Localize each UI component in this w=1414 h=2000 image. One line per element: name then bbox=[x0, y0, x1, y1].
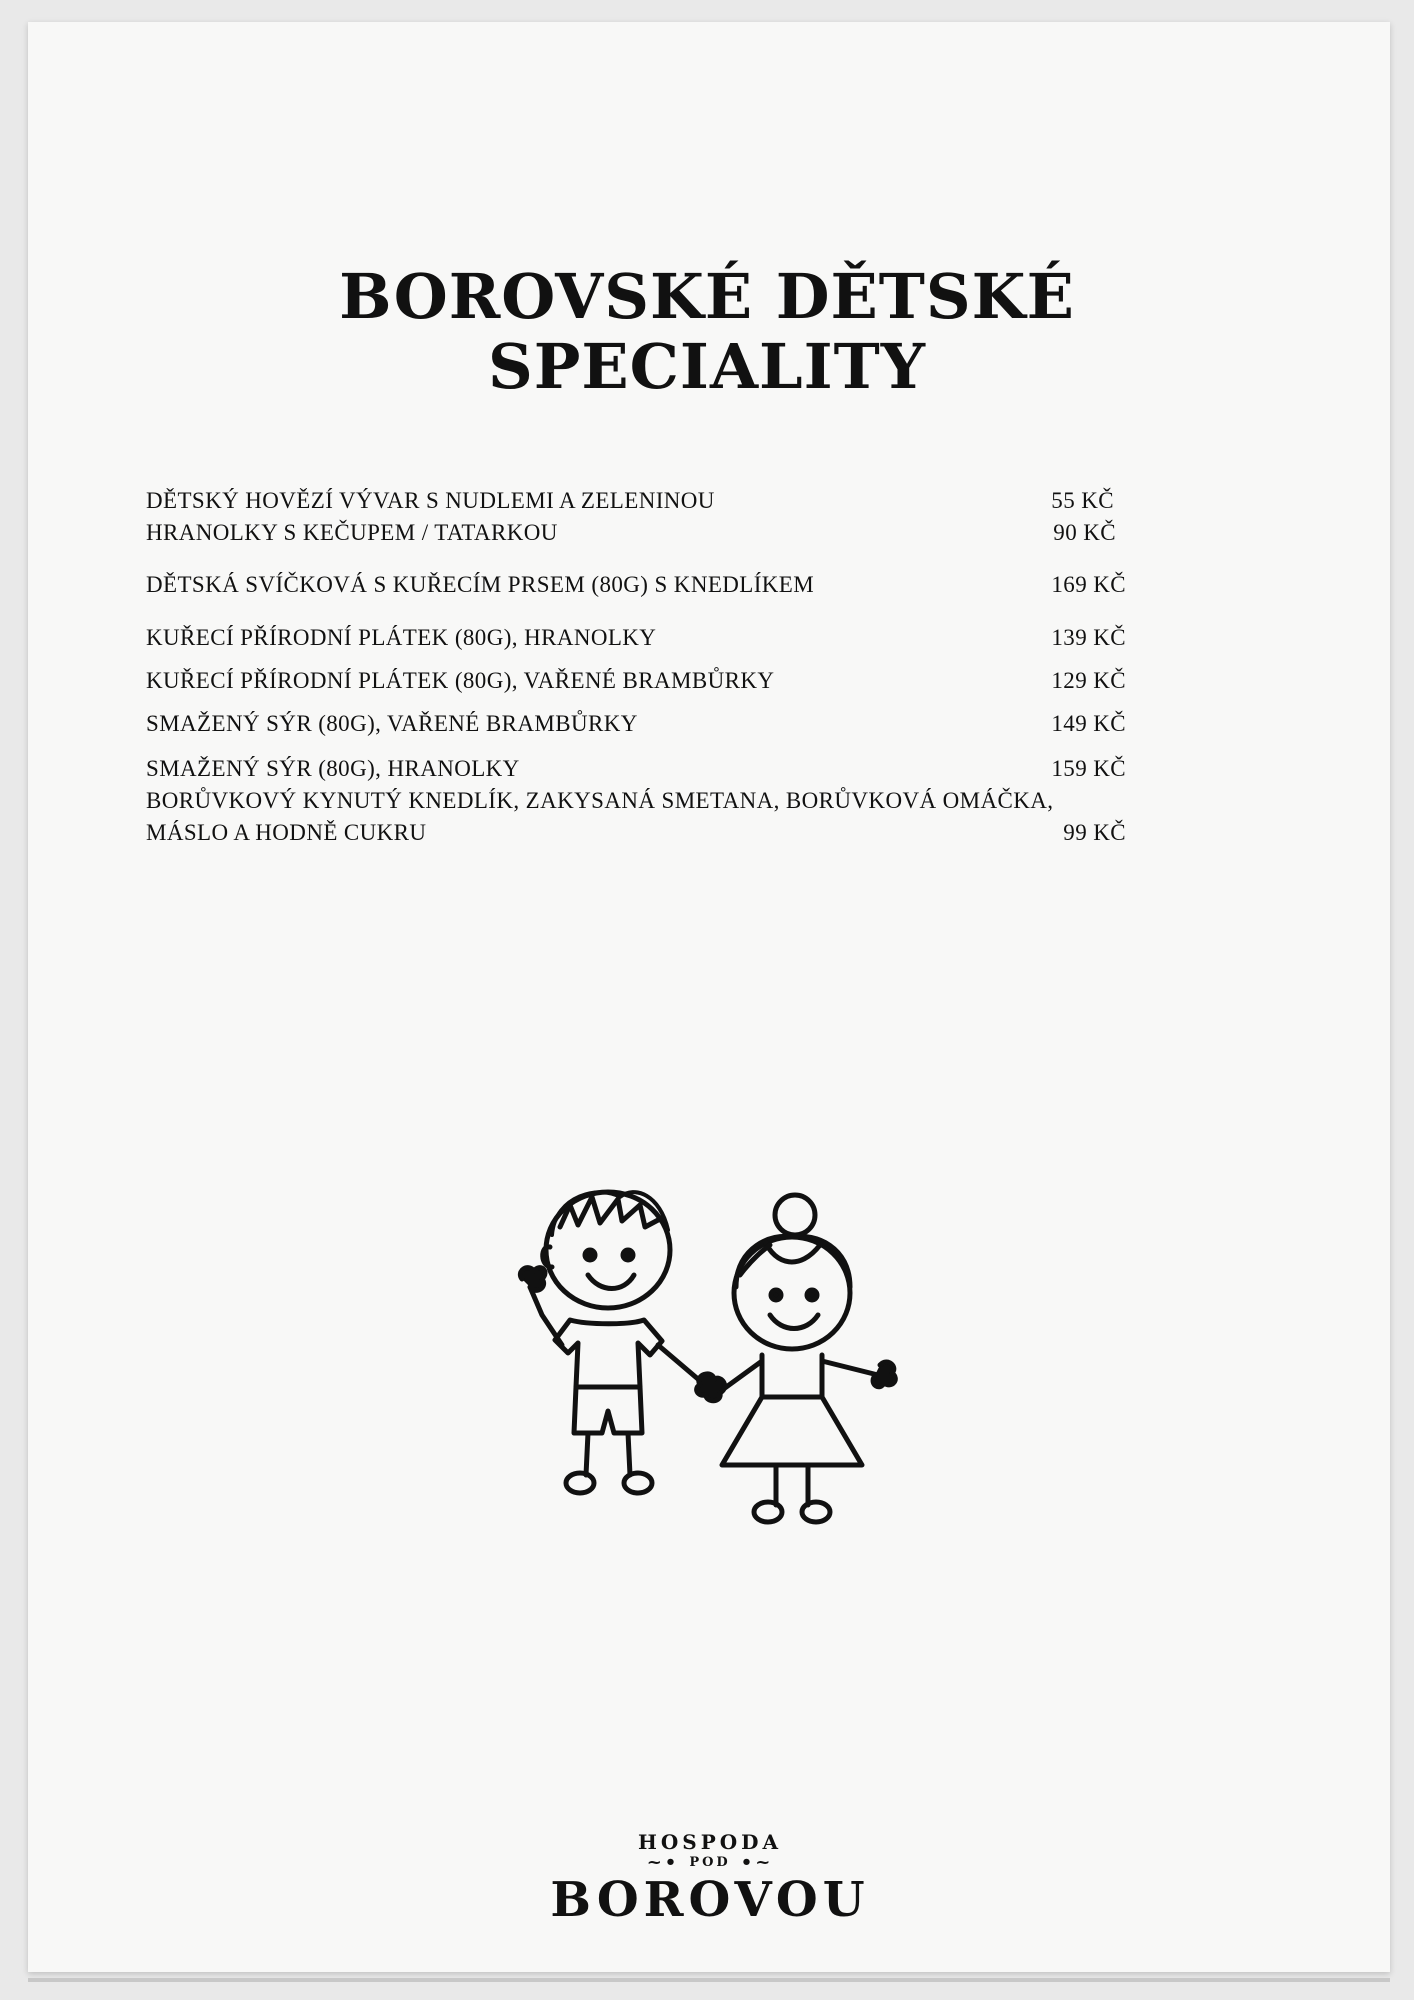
menu-item-price: 55 KČ bbox=[1051, 488, 1114, 513]
menu-item bbox=[146, 625, 1126, 657]
menu-item bbox=[146, 488, 1126, 520]
menu-item-name-continued: MÁSLO A HODNĚ CUKRU bbox=[146, 820, 427, 845]
menu-item bbox=[146, 788, 1126, 852]
menu-item-name: KUŘECÍ PŘÍRODNÍ PLÁTEK (80G), VAŘENÉ BRAMBŮRKY bbox=[146, 668, 775, 693]
menu-item-price: 139 KČ bbox=[1051, 625, 1126, 650]
menu-item-name: DĚTSKÝ HOVĚZÍ VÝVAR S NUDLEMI A ZELENINOU bbox=[146, 488, 715, 513]
menu-item-price: 90 KČ bbox=[1053, 520, 1116, 545]
menu-item-price: 99 KČ bbox=[1063, 820, 1126, 845]
menu-item bbox=[146, 520, 1126, 552]
title-line-1: BOROVSKÉ DĚTSKÉ bbox=[339, 260, 1075, 333]
menu-item-price: 149 KČ bbox=[1051, 711, 1126, 736]
menu-item bbox=[146, 756, 1126, 788]
menu-item-name: SMAŽENÝ SÝR (80G), VAŘENÉ BRAMBŮRKY bbox=[146, 711, 638, 736]
girl-figure bbox=[697, 1195, 896, 1522]
children-holding-hands-icon bbox=[500, 1175, 920, 1535]
restaurant-logo bbox=[540, 1830, 880, 1950]
right-swirl-icon: •~ bbox=[740, 1852, 774, 1873]
boy-figure bbox=[520, 1192, 705, 1493]
page-title bbox=[0, 262, 1414, 402]
title-line-2: SPECIALITY bbox=[487, 330, 927, 403]
left-swirl-icon: ~• bbox=[646, 1852, 680, 1873]
menu-item-name: KUŘECÍ PŘÍRODNÍ PLÁTEK (80G), HRANOLKY bbox=[146, 625, 657, 650]
menu-item-name: DĚTSKÁ SVÍČKOVÁ S KUŘECÍM PRSEM (80G) S KNEDLÍKEM bbox=[146, 572, 815, 597]
menu-item-price: 169 KČ bbox=[1051, 572, 1126, 597]
logo-line-1: HOSPODA bbox=[637, 1830, 783, 1854]
menu-item-name: BORŮVKOVÝ KYNUTÝ KNEDLÍK, ZAKYSANÁ SMETANA, BORŮVKOVÁ OMÁČKA, bbox=[146, 788, 1054, 813]
menu-item-name: HRANOLKY S KEČUPEM / TATARKOU bbox=[146, 520, 558, 545]
menu-item bbox=[146, 711, 1126, 743]
logo-line-2-text: POD bbox=[689, 1855, 731, 1870]
logo-line-2 bbox=[540, 1854, 880, 1872]
menu-item-price: 159 KČ bbox=[1051, 756, 1126, 781]
menu-item-price: 129 KČ bbox=[1051, 668, 1126, 693]
menu-item-name: SMAŽENÝ SÝR (80G), HRANOLKY bbox=[146, 756, 520, 781]
menu-item bbox=[146, 572, 1126, 604]
page-bottom-edge bbox=[28, 1978, 1390, 1982]
menu-item bbox=[146, 668, 1126, 700]
logo-line-3: BOROVOU bbox=[550, 1872, 870, 1928]
